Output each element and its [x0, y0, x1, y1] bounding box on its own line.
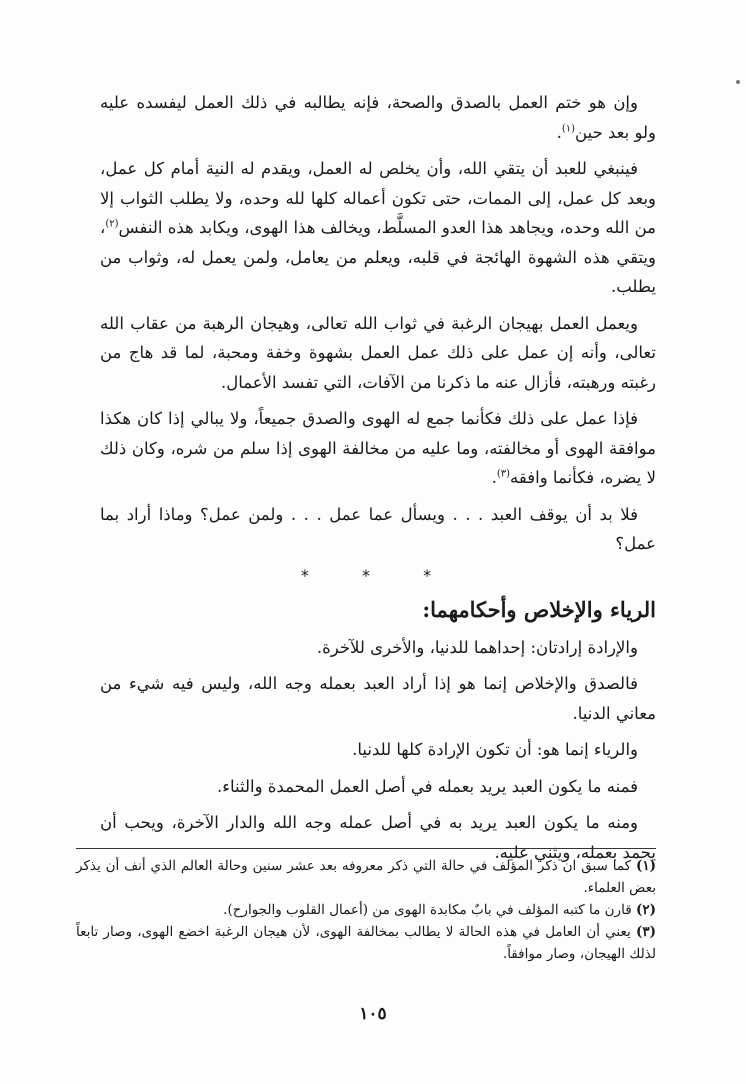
paragraph: والإرادة إرادتان: إحداهما للدنيا، والأخرى للآخرة.	[316, 637, 638, 657]
footnote	[76, 921, 656, 965]
paragraph	[100, 500, 656, 559]
paragraph: والرياء إنما هو: أن تكون الإرادة كلها للدنيا.	[352, 740, 638, 759]
section-separator: * * *	[300, 565, 456, 585]
footnote-number: (٢)	[635, 902, 656, 918]
paragraph	[100, 404, 656, 493]
paragraph-text: فإذا عمل على ذلك فكأنما جمع له الهوى والصدق جميعاً، ولا يبالي إذا كان هكذا موافقة الهوى أو مخالفته، وما عليه من مخالفة الهوى إذا سلم من شره، وكان ذلك لا يضره، فكأنما وافقه	[100, 409, 656, 487]
footnote-number: (١)	[635, 858, 657, 874]
footnote-number: (٣)	[635, 924, 656, 940]
paragraph-tail: .	[491, 468, 497, 487]
paragraph-text: فينبغي للعبد أن يتقي الله، وأن يخلص له العمل، ويقدم له النية أمام كل عمل، وبعد كل عمل، إلى الممات، حتى تكون أعماله كلها لله وحده، ولا يطلب الثواب إلا من الله وحده، ويجاهد هذا العدو المسلَّط، ويخالف هذا الهوى، ويكابد هذه النفس	[100, 159, 656, 237]
paragraph	[100, 309, 656, 398]
footnote	[76, 855, 656, 899]
page-number: ١٠٥	[359, 1004, 387, 1024]
footnote-text: كما سبق ان ذكر المؤلف في حالة التي ذكر معروفه بعد عشر سنين وحالة العالم الذي أنف أن يذكر بعض العلماء.	[76, 858, 656, 896]
footnote-ref[interactable]: (٢)	[105, 218, 119, 230]
paragraph-text: فلا بد أن يوقف العبد . . . ويسأل عما عمل . . . ولمن عمل؟ وماذا أراد بما عمل؟	[100, 504, 656, 553]
footnote-divider	[76, 848, 656, 849]
paragraph	[100, 154, 656, 302]
paragraph: فالصدق والإخلاص إنما هو إذا أراد العبد بعمله وجه الله، وليس فيه شيء من معاني الدنيا.	[100, 674, 656, 723]
paragraph-tail: ، ويتقي هذه الشهوة الهائجة في قلبه، ويعلم من يعامل، ولمن يعمل له، وثواب من يطلب.	[100, 218, 656, 296]
footnote-ref[interactable]: (١)	[561, 123, 576, 134]
paragraph-text: ويعمل العمل بهيجان الرغبة في ثواب الله تعالى، وهيجان الرهبة من عقاب الله تعالى، وأنه إن عمل على ذلك عمل العمل بشهوة وخفة ومحبة، لما قد هاج من رغبته ورهبته، فأزال عنه ما ذكرنا من الآفات، التي تفسد الأعمال.	[100, 313, 656, 392]
main-text	[100, 88, 656, 874]
section-heading: الرياء والإخلاص وأحكامهما:	[422, 596, 656, 622]
footnote-ref[interactable]: (٣)	[496, 468, 511, 480]
scan-mark	[736, 80, 740, 84]
footnote	[76, 899, 656, 921]
paragraph-text: وإن هو ختم العمل بالصدق والصحة، فإنه يطالبه في ذلك العمل ليفسده عليه ولو بعد حين	[100, 93, 656, 142]
footnote-text: يعني أن العامل في هذه الحالة لا يطالب بمخالفة الهوى، لأن هيجان الرغبة اخضع الهوى، وصار تابعاً لذلك الهيجان، وصار موافقاً.	[76, 924, 656, 962]
paragraph: فمنه ما يكون العبد يريد بعمله في أصل العمل المحمدة والثناء.	[216, 776, 638, 796]
footnotes	[76, 848, 656, 965]
paragraph	[100, 88, 656, 147]
paragraph-tail: .	[556, 122, 562, 142]
paragraph: ومنه ما يكون العبد يريد به في أصل عمله وجه الله والدار الآخرة، ويحب أن يحمد بعمله، ويثني عليه.	[100, 813, 656, 862]
footnote-text: قارن ما كتبه المؤلف في بابٌ مكابدة الهوى من (أعمال القلوب والجوارح).	[223, 902, 632, 918]
